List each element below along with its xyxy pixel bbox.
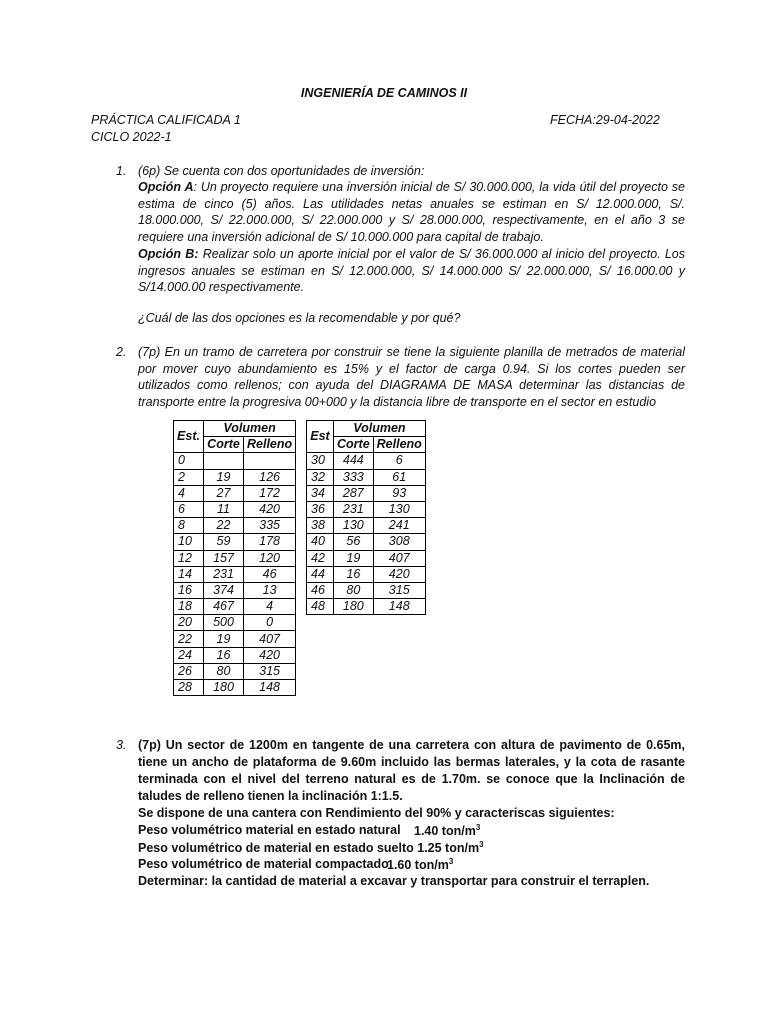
- table2-cell-corte: 130: [334, 518, 374, 534]
- table2-row: [307, 550, 426, 566]
- table2-cell-corte: 333: [334, 469, 374, 485]
- table1-cell-relleno: 420: [244, 501, 296, 517]
- table2-cell-corte: 287: [334, 485, 374, 501]
- table2-cell-corte: 16: [334, 566, 374, 582]
- table1-cell-corte: 27: [204, 485, 244, 501]
- table1-header-volumen: Volumen: [204, 421, 296, 437]
- q2-number: 2.: [116, 345, 127, 359]
- table2-cell-relleno: 308: [373, 534, 425, 550]
- q3-line-2-value: 1.40 ton/m: [414, 824, 476, 839]
- q3-line-4-value: 1.60 ton/m: [387, 858, 449, 873]
- table2-row: [307, 534, 426, 550]
- page-title: INGENIERÍA DE CAMINOS II: [300, 86, 468, 100]
- table1-row: [174, 680, 296, 696]
- table1-cell-relleno: 120: [244, 550, 296, 566]
- table1-row: [174, 631, 296, 647]
- table2-cell-est: 44: [307, 566, 334, 582]
- cycle-label: CICLO 2022-1: [91, 130, 172, 144]
- table1-cell-corte: 59: [204, 534, 244, 550]
- table2-row: [307, 485, 426, 501]
- q1-option-a-label: Opción A: [138, 180, 194, 194]
- table1-row: [174, 485, 296, 501]
- table2-row: [307, 566, 426, 582]
- q3-text: (7p) Un sector de 1200m en tangente de una carretera con altura de pavimento de 0.65m, tiene un ancho de plataforma de 9.60m incluido las bermas laterales, y la cota de rasante terminada con el nivel del terreno natural es de 1.70m. se conoce que la Inclinación de taludes de relleno tienen la inclinación 1:1.5.: [138, 738, 685, 803]
- table2-header-corte: Corte: [334, 437, 374, 453]
- table1-cell-est: 14: [174, 566, 204, 582]
- q3-line-3-exp: 3: [479, 840, 484, 849]
- table2-cell-est: 32: [307, 469, 334, 485]
- table2-cell-est: 36: [307, 501, 334, 517]
- table1-header-relleno: Relleno: [244, 437, 296, 453]
- table2-row: [307, 453, 426, 469]
- table1-cell-est: 4: [174, 485, 204, 501]
- table1-row: [174, 647, 296, 663]
- table2-cell-est: 48: [307, 599, 334, 615]
- table1-cell-est: 0: [174, 453, 204, 469]
- volume-table-2: [306, 420, 426, 615]
- table1-cell-corte: 19: [204, 631, 244, 647]
- table2-row: [307, 599, 426, 615]
- q3-line-4-exp: 3: [448, 857, 454, 866]
- table2-cell-relleno: 148: [373, 599, 425, 615]
- q3-line-4: [138, 857, 454, 873]
- table2-cell-est: 42: [307, 550, 334, 566]
- table1-cell-est: 22: [174, 631, 204, 647]
- table2-cell-corte: 56: [334, 534, 374, 550]
- table2-header-relleno: Relleno: [373, 437, 425, 453]
- table1-cell-corte: [204, 453, 244, 469]
- q1-number: 1.: [116, 164, 127, 178]
- table1-cell-corte: 500: [204, 615, 244, 631]
- table1-row: [174, 599, 296, 615]
- table1-row: [174, 518, 296, 534]
- table2-header-est: Est: [307, 421, 334, 453]
- table1-cell-relleno: 4: [244, 599, 296, 615]
- table1-row: [174, 453, 296, 469]
- q3-line-2-label: Peso volumétrico material en estado natural: [138, 823, 401, 837]
- table2-cell-relleno: 407: [373, 550, 425, 566]
- table1-cell-corte: 157: [204, 550, 244, 566]
- q1-option-b-label: Opción B:: [138, 247, 199, 261]
- table1-cell-est: 10: [174, 534, 204, 550]
- table1-cell-est: 20: [174, 615, 204, 631]
- table1-cell-corte: 467: [204, 599, 244, 615]
- table2-cell-relleno: 241: [373, 518, 425, 534]
- q1-intro: (6p) Se cuenta con dos oportunidades de inversión:: [138, 164, 425, 178]
- table1-cell-relleno: 407: [244, 631, 296, 647]
- q3-line-4-label: Peso volumétrico de material compactado: [138, 857, 389, 871]
- table1-cell-est: 24: [174, 647, 204, 663]
- table1-cell-relleno: 315: [244, 663, 296, 679]
- table1-cell-relleno: 0: [244, 615, 296, 631]
- table1-cell-relleno: [244, 453, 296, 469]
- q3-line-5: Determinar: la cantidad de material a excavar y transportar para construir el terraplen.: [138, 874, 650, 888]
- table1-cell-relleno: 420: [244, 647, 296, 663]
- table1-cell-corte: 374: [204, 582, 244, 598]
- table1-cell-est: 18: [174, 599, 204, 615]
- table2-cell-corte: 19: [334, 550, 374, 566]
- table2-cell-relleno: 315: [373, 582, 425, 598]
- table2-row: [307, 469, 426, 485]
- table1-cell-relleno: 335: [244, 518, 296, 534]
- table1-cell-corte: 180: [204, 680, 244, 696]
- table1-cell-relleno: 13: [244, 582, 296, 598]
- table1-cell-corte: 11: [204, 501, 244, 517]
- q1-option-b-text: Realizar solo un aporte inicial por el valor de S/ 36.000.000 al inicio del proyecto. Los ingresos anuales se estiman en S/ 12.000.000, S/ 14.000.000 S/ 22.000.000, S/ 16.000.00 y S/14.000.00 respectivamente.: [138, 247, 685, 295]
- table1-row: [174, 469, 296, 485]
- q3-line-3: [138, 840, 484, 855]
- practice-label: PRÁCTICA CALIFICADA 1: [91, 113, 241, 127]
- table1-row: [174, 550, 296, 566]
- table1-cell-est: 6: [174, 501, 204, 517]
- table1-cell-relleno: 148: [244, 680, 296, 696]
- table2-row: [307, 501, 426, 517]
- table1-cell-corte: 16: [204, 647, 244, 663]
- q1-option-a: [138, 179, 685, 245]
- table1-header-est: Est.: [174, 421, 204, 453]
- q3-line-3-label: Peso volumétrico de material en estado suelto 1.25 ton/m: [138, 841, 480, 856]
- table2-cell-relleno: 420: [373, 566, 425, 582]
- table1-row: [174, 534, 296, 550]
- table1-row: [174, 501, 296, 517]
- table2-cell-est: 30: [307, 453, 334, 469]
- table1-cell-corte: 80: [204, 663, 244, 679]
- q3-line-2-exp: 3: [475, 823, 481, 832]
- table2-cell-corte: 231: [334, 501, 374, 517]
- table2-cell-corte: 180: [334, 599, 374, 615]
- q3-line-2: [138, 823, 481, 839]
- q1-question: ¿Cuál de las dos opciones es la recomendable y por qué?: [138, 311, 461, 325]
- date-label: FECHA:29-04-2022: [550, 113, 660, 127]
- table2-cell-relleno: 93: [373, 485, 425, 501]
- table1-cell-est: 12: [174, 550, 204, 566]
- table2-cell-corte: 444: [334, 453, 374, 469]
- table2-cell-relleno: 61: [373, 469, 425, 485]
- table2-cell-est: 38: [307, 518, 334, 534]
- table1-cell-est: 28: [174, 680, 204, 696]
- volume-table-1: [173, 420, 296, 696]
- table2-cell-corte: 80: [334, 582, 374, 598]
- table1-cell-corte: 19: [204, 469, 244, 485]
- table1-cell-relleno: 46: [244, 566, 296, 582]
- table1-cell-est: 8: [174, 518, 204, 534]
- table1-row: [174, 566, 296, 582]
- table1-cell-relleno: 172: [244, 485, 296, 501]
- q3-number: 3.: [116, 738, 127, 752]
- table1-cell-est: 2: [174, 469, 204, 485]
- table1-row: [174, 663, 296, 679]
- table1-cell-corte: 231: [204, 566, 244, 582]
- table1-cell-est: 26: [174, 663, 204, 679]
- table2-cell-est: 46: [307, 582, 334, 598]
- table1-cell-corte: 22: [204, 518, 244, 534]
- table2-cell-est: 40: [307, 534, 334, 550]
- q1-option-a-text: : Un proyecto requiere una inversión inicial de S/ 30.000.000, la vida útil del proyecto se estima de cinco (5) años. Las utilidades netas anuales se estiman en S/ 12.000.000, S/. 18.000.000, S/ 22.000.000, S/ 22.000.000 y S/ 28.000.000, respectivamente, en el año 3 se requiere una inversión adicional de S/ 10.000.000 para capital de trabajo.: [138, 180, 685, 244]
- q2-text: (7p) En un tramo de carretera por construir se tiene la siguiente planilla de metrados de material por mover cuyo abundamiento es 15% y el factor de carga 0.94. Si los cortes pueden ser utilizados como rellenos; con ayuda del DIAGRAMA DE MASA determinar las distancias de transporte entre la progresiva 00+000 y la distancia libre de transporte en el sector en estudio: [138, 345, 685, 409]
- table2-header-volumen: Volumen: [334, 421, 426, 437]
- table2-row: [307, 518, 426, 534]
- q3-line-1: Se dispone de una cantera con Rendimiento del 90% y caracteriscas siguientes:: [138, 806, 615, 820]
- table1-cell-relleno: 178: [244, 534, 296, 550]
- table2-cell-est: 34: [307, 485, 334, 501]
- table1-cell-est: 16: [174, 582, 204, 598]
- table1-cell-relleno: 126: [244, 469, 296, 485]
- table2-cell-relleno: 130: [373, 501, 425, 517]
- table1-header-corte: Corte: [204, 437, 244, 453]
- table1-row: [174, 615, 296, 631]
- table1-row: [174, 582, 296, 598]
- table2-cell-relleno: 6: [373, 453, 425, 469]
- table2-row: [307, 582, 426, 598]
- q1-option-b: [138, 246, 685, 296]
